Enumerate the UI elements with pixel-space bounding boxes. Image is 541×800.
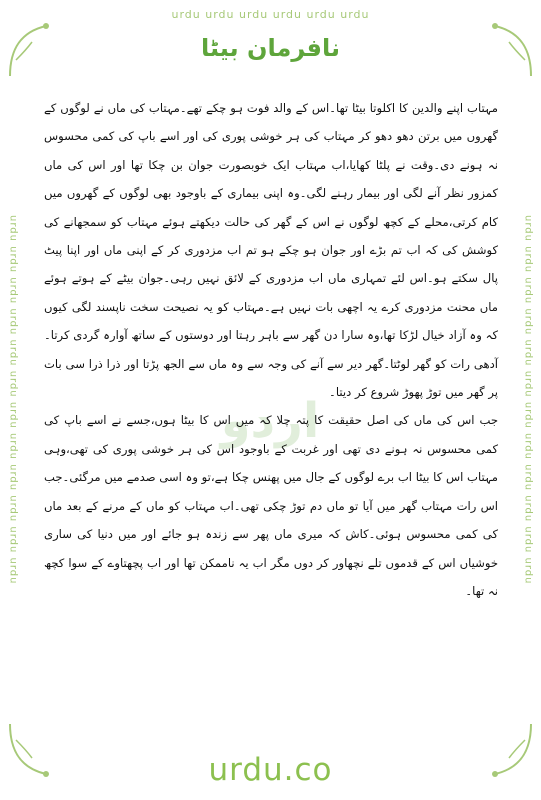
story-paragraph: جب اس کی ماں کی اصل حقیقت کا پتہ چلا کہ میں اس کا بیٹا ہوں،جسے نے اسے باپ کی کمی محسوس نہ ہونے دی تھی اور غربت کے باوجود اس کی ہر خوشی پوری کی تھی،وہی مہتاب اس کا بیٹا اب برے لوگوں کے جال میں پھنس چکا ہے،تو وہ اسی صدمے میں مرگئی۔جب اس رات مہتاب گھر میں آیا تو ماں دم توڑ چکی تھی۔اب مہتاب کو ماں کے مرنے کے بعد ماں کی کمی محسوس ہوئی۔کاش کہ میری ماں پھر سے زندہ ہو جائے اور میں دنیا کی ساری خوشیاں اس کے قدموں تلے نچھاور کر دوں مگر اب یہ ناممکن تھا اور اب پچھتاوے کے سوا کچھ نہ تھا۔ xyxy=(44,413,498,598)
border-pattern-right xyxy=(521,156,535,644)
border-pattern-left-text: urdu urdu urdu urdu urdu urdu urdu urdu urdu urdu urdu urdu xyxy=(7,215,19,585)
story-body xyxy=(44,94,498,605)
watermark-logo: اردو xyxy=(220,393,320,449)
story-title: نافرمان بیٹا xyxy=(201,34,340,62)
border-pattern-left xyxy=(6,156,20,644)
footer-logo: urdu.co xyxy=(208,752,333,788)
border-pattern-right-text: urdu urdu urdu urdu urdu urdu urdu urdu urdu urdu urdu urdu xyxy=(522,215,534,585)
story-paragraph: مہتاب اپنے والدین کا اکلوتا بیٹا تھا۔اس کے والد فوت ہو چکے تھے۔مہتاب کی ماں نے لوگوں کے گھروں میں برتن دھو دھو کر مہتاب کی ہر خوشی پوری کی اور اسے باپ کی کمی محسوس نہ ہونے دی۔وقت نے پلٹا کھایا،اب مہتاب ایک خوبصورت جوان بن چکا تھا اور اس کی ماں کمزور نظر آنے لگی اور بیمار رہنے لگی۔وہ اپنی بیماری کے باوجود بھی لوگوں کے گھروں میں کام کرتی،محلے کے کچھ لوگوں نے اس کے گھر کی حالت دیکھتے ہوئے مہتاب کو سمجھانے کی کوشش کی کہ اب تم بڑے اور جوان ہو چکے ہو تم اب مزدوری کر کے اپنی ماں اور اپنا پیٹ پال سکتے ہو۔اس لئے تمہاری ماں اب مزدوری کے لائق نہیں رہی۔جوان بیٹے کے ہوتے ہوئے ماں محنت مزدوری کرے یہ اچھی بات نہیں ہے۔مہتاب کو یہ نصیحت سخت ناپسند لگی کیوں کہ وہ آزاد خیال لڑکا تھا،وہ سارا دن گھر سے باہر رہتا اور دوستوں کے ساتھ آوارہ گردی کرتا۔آدھی رات کو گھر لوٹتا۔گھر دیر سے آنے کی وجہ سے وہ ماں سے الجھ پڑتا اور ذرا ذرا سی بات پر گھر میں توڑ پھوڑ شروع کر دیتا۔ xyxy=(44,101,498,400)
border-pattern-top: urdu urdu urdu urdu urdu urdu xyxy=(171,8,370,21)
